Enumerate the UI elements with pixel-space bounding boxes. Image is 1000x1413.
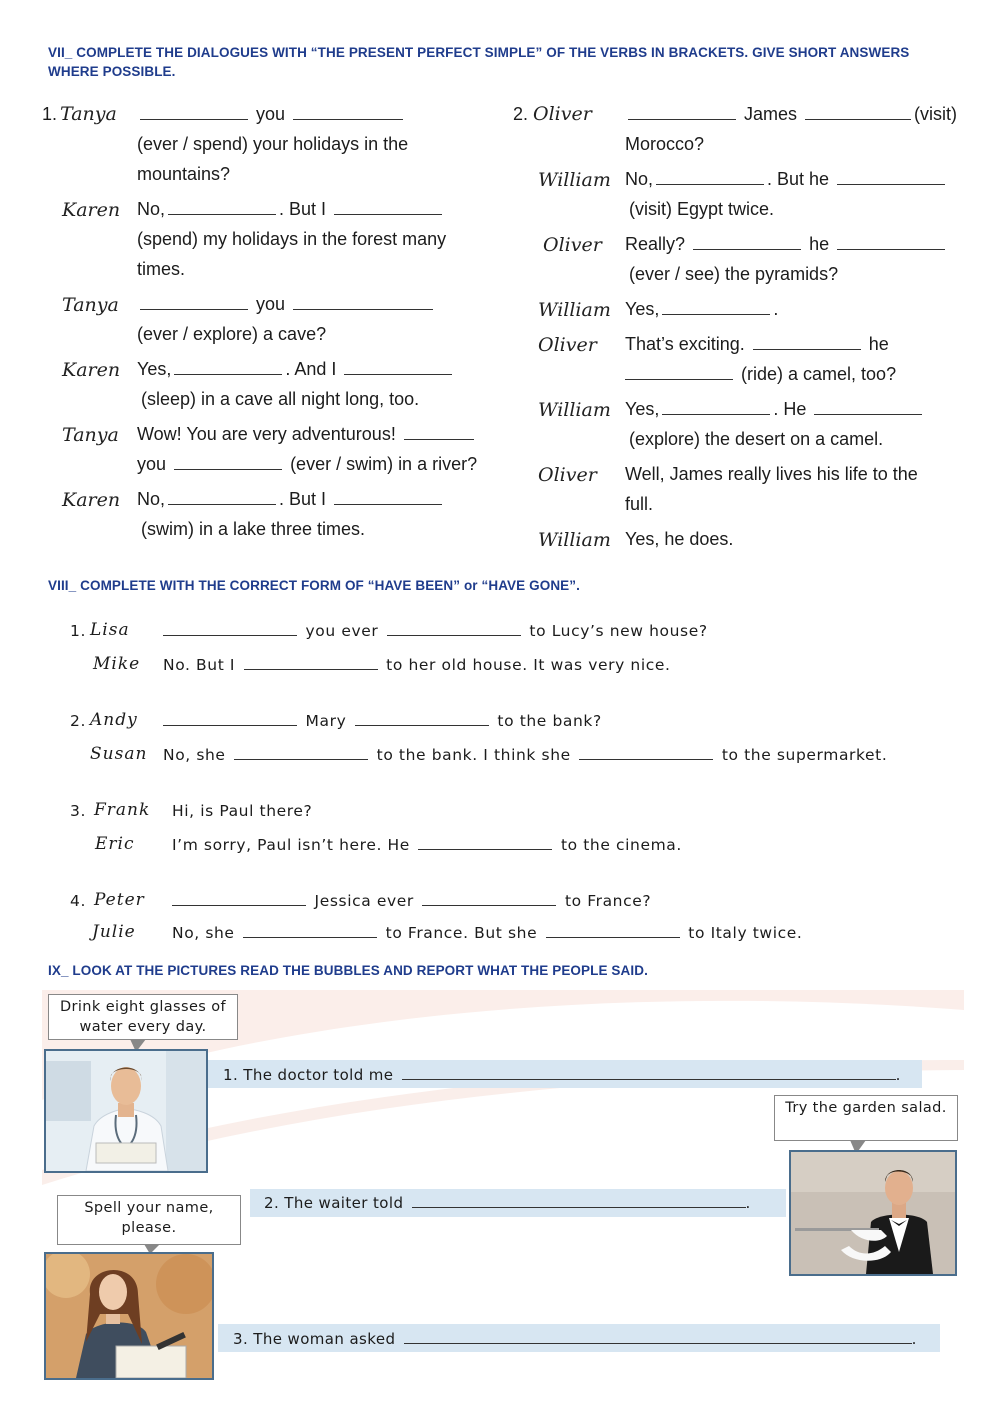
line: James (visit) bbox=[625, 104, 957, 125]
line: Jessica ever to France? bbox=[169, 892, 651, 910]
line: No, she to France. But she to Italy twice. bbox=[172, 924, 803, 942]
answer-blank[interactable] bbox=[693, 248, 801, 250]
line: (swim) in a lake three times. bbox=[141, 519, 366, 539]
line: No. But I to her old house. It was very nice. bbox=[163, 656, 671, 674]
speaker-eric: Eric bbox=[95, 834, 135, 854]
answer-blank[interactable] bbox=[662, 413, 770, 415]
line: (ride) a camel, too? bbox=[625, 364, 896, 385]
answer-blank[interactable] bbox=[243, 936, 377, 938]
line: Morocco? bbox=[625, 134, 705, 154]
line: I’m sorry, Paul isn’t here. He to the cinema. bbox=[172, 836, 682, 854]
answer-blank[interactable] bbox=[244, 668, 378, 670]
speaker-tanya: Tanya bbox=[62, 424, 119, 446]
answer-blank[interactable] bbox=[344, 373, 452, 375]
line: you bbox=[137, 294, 436, 315]
answer-blank[interactable] bbox=[168, 213, 276, 215]
speaker-oliver: Oliver bbox=[538, 334, 597, 356]
answer-blank[interactable] bbox=[355, 724, 489, 726]
speaker-william: William bbox=[538, 399, 611, 421]
answer-blank[interactable] bbox=[579, 758, 713, 760]
speech-bubble-woman: Spell your name, please. bbox=[57, 1195, 241, 1245]
answer-blank[interactable] bbox=[662, 313, 770, 315]
speaker-julie: Julie bbox=[92, 922, 136, 942]
line: (explore) the desert on a camel. bbox=[629, 429, 884, 449]
line: Yes, . He bbox=[625, 399, 925, 420]
woman-image bbox=[46, 1254, 212, 1378]
answer-blank[interactable] bbox=[404, 1342, 912, 1344]
answer-blank[interactable] bbox=[334, 503, 442, 505]
line: Mary to the bank? bbox=[160, 712, 602, 730]
speaker-oliver: Oliver bbox=[538, 464, 597, 486]
line: (spend) my holidays in the forest many bbox=[137, 229, 447, 249]
speaker-william: William bbox=[538, 299, 611, 321]
waiter-photo bbox=[789, 1150, 957, 1276]
line: No, . But I bbox=[137, 489, 445, 510]
doctor-image bbox=[46, 1051, 206, 1171]
line: No, . But I bbox=[137, 199, 445, 220]
section-7-heading: VII_ COMPLETE THE DIALOGUES WITH “THE PRESENT PERFECT SIMPLE” OF THE VERBS IN BRACKETS. GIVE SHORT ANSWERS WHERE POSSIBLE. bbox=[48, 45, 910, 79]
speaker-mike: Mike bbox=[93, 654, 141, 674]
line: (sleep) in a cave all night long, too. bbox=[141, 389, 420, 409]
answer-blank[interactable] bbox=[234, 758, 368, 760]
answer-blank[interactable] bbox=[163, 634, 297, 636]
line: Yes, . bbox=[625, 299, 779, 319]
line: full. bbox=[625, 494, 654, 514]
doctor-photo bbox=[44, 1049, 208, 1173]
line: times. bbox=[137, 259, 186, 279]
answer-blank[interactable] bbox=[174, 468, 282, 470]
line: No, she to the bank. I think she to the supermarket. bbox=[163, 746, 888, 764]
waiter-image bbox=[791, 1152, 955, 1274]
line: (ever / see) the pyramids? bbox=[629, 264, 839, 284]
line: (ever / spend) your holidays in the bbox=[137, 134, 409, 154]
speaker-lisa: Lisa bbox=[90, 620, 130, 640]
speaker-william: William bbox=[538, 529, 611, 551]
line: Hi, is Paul there? bbox=[172, 802, 313, 820]
answer-blank[interactable] bbox=[546, 936, 680, 938]
line: Well, James really lives his life to the bbox=[625, 464, 918, 484]
answer-blank[interactable] bbox=[387, 634, 521, 636]
line: That’s exciting. he bbox=[625, 334, 889, 354]
speech-bubble-doctor: Drink eight glasses of water every day. bbox=[48, 994, 238, 1040]
answer-blank[interactable] bbox=[174, 373, 282, 375]
speaker-susan: Susan bbox=[90, 744, 148, 764]
answer-blank[interactable] bbox=[404, 438, 474, 440]
answer-blank[interactable] bbox=[625, 378, 733, 380]
line: No, . But he bbox=[625, 169, 948, 190]
answer-blank[interactable] bbox=[837, 248, 945, 250]
report-line-3: 3. The woman asked . bbox=[233, 1330, 917, 1348]
answer-blank[interactable] bbox=[402, 1078, 896, 1080]
woman-photo bbox=[44, 1252, 214, 1380]
speaker-karen: Karen bbox=[62, 199, 121, 221]
speaker-frank: Frank bbox=[94, 800, 151, 820]
answer-blank[interactable] bbox=[656, 183, 764, 185]
answer-blank[interactable] bbox=[168, 503, 276, 505]
line: Really? he bbox=[625, 234, 948, 255]
line: (visit) Egypt twice. bbox=[629, 199, 775, 219]
section-9-heading: IX_ LOOK AT THE PICTURES READ THE BUBBLES AND REPORT WHAT THE PEOPLE SAID. bbox=[48, 963, 648, 978]
line: mountains? bbox=[137, 164, 231, 184]
answer-blank[interactable] bbox=[418, 848, 552, 850]
line: Yes, he does. bbox=[625, 529, 734, 549]
answer-blank[interactable] bbox=[814, 413, 922, 415]
answer-blank[interactable] bbox=[422, 904, 556, 906]
report-line-2: 2. The waiter told . bbox=[264, 1194, 751, 1212]
answer-blank[interactable] bbox=[837, 183, 945, 185]
answer-blank[interactable] bbox=[805, 118, 911, 120]
speaker-karen: Karen bbox=[62, 359, 121, 381]
answer-blank[interactable] bbox=[753, 348, 861, 350]
speaker-tanya: Tanya bbox=[62, 294, 119, 316]
answer-blank[interactable] bbox=[172, 904, 306, 906]
speaker-andy: Andy bbox=[90, 710, 138, 730]
speaker-oliver: Oliver bbox=[543, 234, 602, 256]
answer-blank[interactable] bbox=[140, 308, 248, 310]
section-8-heading: VIII_ COMPLETE WITH THE CORRECT FORM OF “HAVE BEEN” or “HAVE GONE”. bbox=[48, 578, 580, 593]
answer-blank[interactable] bbox=[293, 308, 433, 310]
line: you (ever / swim) in a river? bbox=[137, 454, 478, 474]
dialogue-number: 1. bbox=[42, 104, 58, 124]
answer-blank[interactable] bbox=[334, 213, 442, 215]
answer-blank[interactable] bbox=[293, 118, 403, 120]
answer-blank[interactable] bbox=[628, 118, 736, 120]
report-line-1: 1. The doctor told me . bbox=[223, 1066, 901, 1084]
line: Yes, . And I bbox=[137, 359, 455, 380]
answer-blank[interactable] bbox=[140, 118, 248, 120]
answer-blank[interactable] bbox=[163, 724, 297, 726]
dialogue-number: 2. bbox=[513, 104, 529, 124]
answer-blank[interactable] bbox=[412, 1206, 746, 1208]
line: (ever / explore) a cave? bbox=[137, 324, 327, 344]
speaker-tanya: Tanya bbox=[60, 103, 117, 125]
line: you bbox=[137, 104, 406, 125]
line: Wow! You are very adventurous! bbox=[137, 424, 477, 445]
speaker-karen: Karen bbox=[62, 489, 121, 511]
speaker-oliver: Oliver bbox=[533, 103, 592, 125]
speaker-peter: Peter bbox=[94, 890, 145, 910]
speech-bubble-waiter: Try the garden salad. bbox=[774, 1095, 958, 1141]
speaker-william: William bbox=[538, 169, 611, 191]
line: you ever to Lucy’s new house? bbox=[160, 622, 708, 640]
